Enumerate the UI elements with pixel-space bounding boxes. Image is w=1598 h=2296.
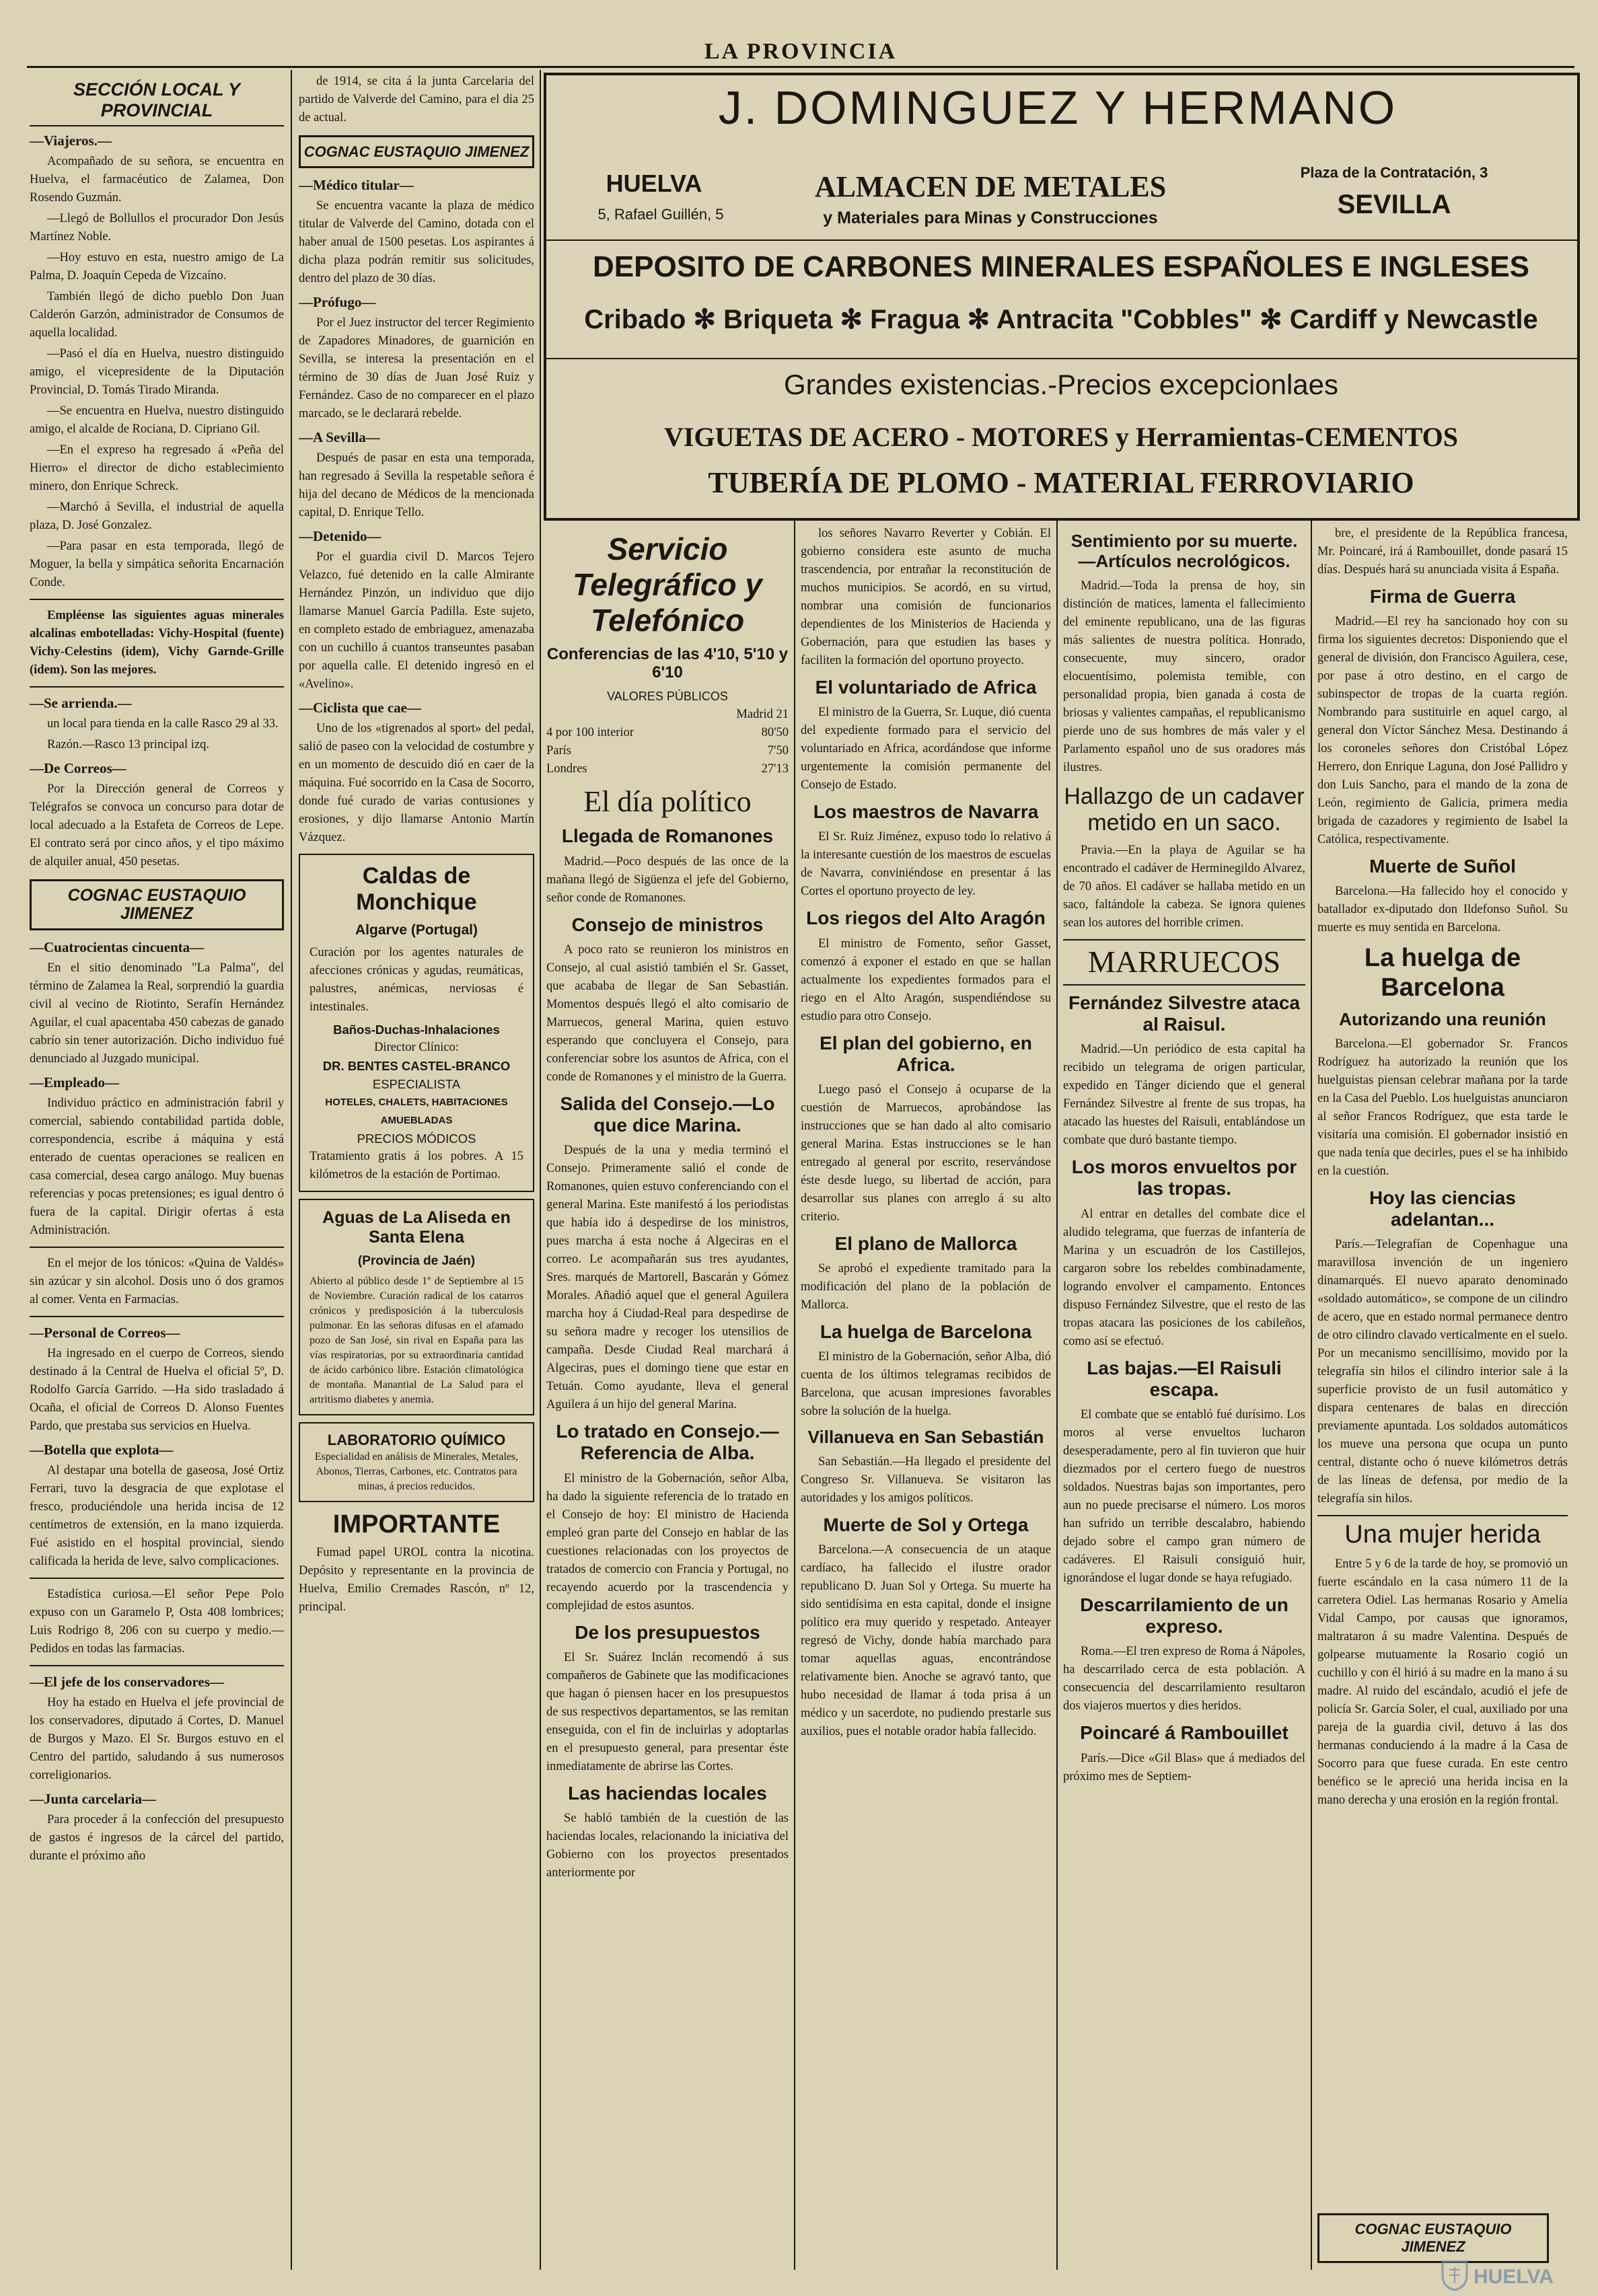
paragraph: Barcelona.—El gobernador Sr. Francos Rodríguez ha autorizado la reunión que los huelguistas piensan celebrar mañana por la tarde en la Casa del Pueblo. Los huelguistas anunciaron al señor Francos Rodríguez, que esta tarde le visitaría una comisión. El gobernador insistió en que nada tenía que decirles, pues el se ha inhibido en la cuestión. — [1317, 1037, 1568, 1178]
divider — [30, 1316, 284, 1317]
paragraph: Fumad papel UROL contra la nicotina. Depósito y representante en la provincia de Huelva, Emilio Cremades Rascón, nº 12, principal. — [299, 1545, 534, 1614]
value-label: 4 por 100 interior — [546, 725, 634, 739]
paragraph: Después de la una y media terminó el Consejo. Primeramente salió el conde de Romanones, quien estuvo conferenciando con el general Marina. Este manifestó á los periodistas que había ido á despedirse de los ministros, pues marcha á esta noche á Algeciras en el correo. Le acompañarán sus tres ayudantes, Sres. marqués de Martorell, Bascarán y Gómez Morales. Añadió aquel que el general Aguilera marcha hoy á Ciudad-Real para despedirse de su señora madre y recoger los utensilios de campaña. Desde Ciudad Real marchará á Algeciras, pues el domingo tiene que estar en Tetuán. Como ayudante, lleva el general Aguilera á un hijo del general Marina. — [546, 1144, 789, 1412]
sunol-title: Muerte de Suñol — [1369, 856, 1516, 877]
madrid-date: Madrid 21 — [736, 707, 789, 721]
ciencias-title: Hoy las ciencias adelantan... — [1369, 1187, 1516, 1230]
value-label: Londres — [546, 762, 587, 776]
paragraph: Acompañado de su señora, se encuentra en Huelva, el farmacéutico de Zalamea, Don Rosendo Guzmán. — [30, 155, 284, 205]
laboratorio-text: Especialidad en análisis de Minerales, Metales, Abonos, Tierras, Carbones, etc. Contratos para minas, á precios reducidos. — [314, 1450, 519, 1492]
cognac-ad-bottom: COGNAC EUSTAQUIO JIMENEZ — [1317, 2213, 1549, 2263]
paragraph: Barcelona.—Ha fallecido hoy el conocido y batallador ex-diputado don Ildefonso Suñol. Su muerte es muy sentida en Barcelona. — [1317, 885, 1568, 935]
value-amount: 80'50 — [761, 725, 789, 739]
muerte-title: Muerte de Sol y Ortega — [823, 1514, 1029, 1536]
value-row — [546, 760, 789, 778]
paragraph: También llegó de dicho pueblo Don Juan Calderón Garzón, administrador de Consumos de aquella localidad. — [30, 290, 284, 340]
cognac-ad: COGNAC EUSTAQUIO JIMENEZ — [30, 879, 284, 930]
value-row — [546, 742, 789, 760]
personal-title: —Personal de Correos— — [30, 1325, 180, 1341]
llegada-title: Llegada de Romanones — [561, 825, 774, 847]
presupuestos-title: De los presupuestos — [575, 1621, 760, 1643]
caldas-hoteles: HOTELES, CHALETS, HABITACIONES AMUEBLADAS — [325, 1097, 508, 1127]
ad-item: Fragua — [870, 305, 960, 334]
column-rule — [1056, 518, 1058, 2270]
bajas-title: Las bajas.—El Raisuli escapa. — [1087, 1357, 1282, 1400]
value-label: París — [546, 743, 571, 757]
ad-divider — [546, 239, 1577, 241]
botella-title: —Botella que explota— — [30, 1442, 174, 1458]
column-three — [546, 525, 789, 2270]
bullet-icon: ✻ — [840, 305, 871, 334]
paragraph: Se habló también de la cuestión de las haciendas locales, relacionando la iniciativa del Gobierno con los proyectos presentados anteriormente por — [546, 1811, 789, 1880]
huelga-title: La huelga de Barcelona — [820, 1321, 1032, 1343]
aguas-ad: Empléense las siguientes aguas minerales alcalinas embotelladas: Vichy-Hospital (fuente) Vichy-Celestins (idem), Vichy Garnde-Grille (idem). Son las mejores. — [30, 609, 284, 677]
paragraph: —Se encuentra en Huelva, nuestro distinguido amigo, el alcalde de Rociana, D. Cipriano Gil. — [30, 404, 284, 437]
reunion-title: Autorizando una reunión — [1339, 1008, 1546, 1029]
paragraph: Roma.—El tren expreso de Roma á Nápoles, ha descarrilado cerca de esta población. A consecuencia del descarrilamiento resultaron dos viajeros muertos y dies heridos. — [1063, 1645, 1305, 1713]
caldas-title: Caldas de Monchique — [356, 863, 477, 916]
ad-items — [553, 304, 1569, 335]
plano-title: El plano de Mallorca — [834, 1232, 1017, 1254]
seal-icon — [1440, 2258, 1469, 2291]
column-two — [299, 73, 534, 2269]
ad-viguetas: VIGUETAS DE ACERO - MOTORES y Herramientas-CEMENTOS — [663, 422, 1459, 452]
plan-title: El plan del gobierno, en Africa. — [820, 1032, 1032, 1075]
masthead-title: LA PROVINCIA — [704, 39, 898, 64]
caldas-banos: Baños-Duchas-Inhalaciones — [333, 1023, 500, 1037]
bullet-icon: ✻ — [967, 305, 996, 334]
ad-item: Cribado — [584, 305, 686, 334]
ad-materiales: y Materiales para Minas y Construcciones — [823, 209, 1158, 227]
sentimiento-title: Sentimiento por su muerte.—Artículos necrológicos. — [1070, 531, 1298, 571]
section-title: SECCIÓN LOCAL Y PROVINCIAL — [30, 79, 284, 126]
ad-item: Briqueta — [723, 305, 833, 334]
divider — [30, 599, 284, 600]
paragraph: Madrid.—Poco después de las once de la mañana llegó de Sigüenza el jefe del Gobierno, señor conde de Romanones. — [546, 854, 789, 905]
watermark-text: HUELVA — [1474, 2266, 1554, 2288]
caldas-precios: PRECIOS MÓDICOS — [357, 1132, 476, 1146]
value-amount: 27'13 — [761, 762, 789, 776]
paragraph: —Llegó de Bollullos el procurador Don Jesús Martínez Noble. — [30, 212, 284, 244]
paragraph: un local para tienda en la calle Rasco 29 al 33. — [47, 717, 279, 731]
ad-item: Cardiff y Newcastle — [1289, 305, 1538, 334]
importante-title: IMPORTANTE — [332, 1510, 501, 1539]
dominguez-ad — [544, 73, 1580, 521]
paragraph: —Marchó á Sevilla, el industrial de aquella plaza, D. José Gonzalez. — [30, 501, 284, 533]
paragraph: El ministro de Fomento, señor Gasset, comenzó á exponer el estado en que se hallan actualmente los expedientes formados para el riego en el Alto Aragón, suspendiéndose su estudio para otro Consejo. — [801, 936, 1051, 1023]
paragraph: Madrid.—El rey ha sancionado hoy con su firma los siguientes decretos: Disponiendo que el general de división, don Francisco Aguilera, cese, por pase á otro destino, en el cargo de subinspector de tropas de la cuarta región. Nombrando para sustituirle en aquel cargo, al general don Víctor Sánchez Mesa. Destinando á los coroneles señores don Cristóbal López Herrero, don Enrique Laguna, don José Pallidro y don Luis Sancho, para el mando de la zona de León, regimiento de Galicia, primera media brigada de cazadores y regimiento de Isabel la Católica, respectivamente. — [1317, 615, 1568, 847]
ciclista-title: —Ciclista que cae— — [299, 700, 421, 716]
column-local — [30, 73, 284, 2269]
masthead — [27, 39, 1574, 68]
herida-title: Una mujer herida — [1317, 1515, 1568, 1550]
caldas-text: Curación por los agentes naturales de afecciones crónicas y agudas, reumáticas, palustres, anémicas, nerviosas é intestinales. — [310, 946, 523, 1014]
ad-grandes: Grandes existencias.-Precios excepcionlaes — [783, 369, 1339, 400]
paragraph: En el mejor de los tónicos: «Quina de Valdés» sin azúcar y sin alcohol. Dosis uno ó dos gramos al comer. Venta en Farmacias. — [30, 1257, 284, 1307]
maestros-title: Los maestros de Navarra — [813, 801, 1039, 823]
cognac-ad: COGNAC EUSTAQUIO JIMENEZ — [299, 135, 534, 168]
column-five — [1063, 525, 1305, 2270]
column-rule — [540, 70, 541, 2270]
profugo-title: —Prófugo— — [299, 294, 376, 310]
paragraph: Al destapar una botella de gaseosa, José Ortiz Ferrari, tuvo la desgracia de que explotase el fresco, produciéndole una herida incisa de 12 centímetros de extensión, en la mano izquierda. Fué asistido en el hospital provincial, siendo calificada la herida de leve, salvo complicaciones. — [30, 1464, 284, 1569]
paragraph: París.—Dice «Gil Blas» que á mediados del próximo mes de Septiem- — [1063, 1751, 1305, 1783]
paragraph: Por el guardia civil D. Marcos Tejero Velazco, fué detenido en la calle Almirante Hernández Pinzón, un individuo que dijo llamarse Manuel García Padilla. Este sujeto, en completo estado de embriaguez, amenazaba con un cuchillo á cuantos transeuntes pasaban por aquella calle. El detenido ingresó en el «Avelino». — [299, 550, 534, 691]
detenido-title: —Detenido— — [299, 528, 382, 544]
laboratorio-title: LABORATORIO QUÍMICO — [327, 1431, 506, 1448]
paragraph: Hoy ha estado en Huelva el jefe provincial de los conservadores, diputado á Cortes, D. Manuel de Burgos y Mazo. El Sr. Burgos estuvo en el Centro del partido, saludando á sus numerosos correligionarios. — [30, 1696, 284, 1783]
descarrilamiento-title: Descarrilamiento de un expreso. — [1080, 1594, 1288, 1637]
paragraph: Por la Dirección general de Correos y Telégrafos se convoca un concurso para dotar de local adecuado a la Estafeta de Correos de Lepe. El contrato será por cinco años, y el tipo máximo de alquiler anual, 450 pesetas. — [30, 782, 284, 869]
aguas-subtitle: (Provincia de Jaén) — [357, 1253, 476, 1268]
caldas-doctor: DR. BENTES CASTEL-BRANCO — [322, 1059, 511, 1074]
divider — [30, 1578, 284, 1579]
valores-title: VALORES PÚBLICOS — [607, 689, 728, 703]
paragraph: Por el Juez instructor del tercer Regimiento de Zapadores Minadores, de guarnición en Sevilla, se interesa la presentación en el término de 30 días de Juan José Ruiz y Fernández. Caso de no comparecer en el plazo marcado, se le declarará rebelde. — [299, 316, 534, 420]
paragraph: En el sitio denominado "La Palma", del término de Zalamea la Real, sorprendió la guardia civil al vecino de Riotinto, Serafín Hernández Aguilar, el cual apacentaba 450 cabezas de ganado cabrío sin tener autorización. Dicho individuo fué denunciado al Juzgado municipal. — [30, 961, 284, 1066]
paragraph: Al entrar en detalles del combate dice el aludido telegrama, que fuerzas de infantería de Marina y un escuadrón de los Castillejos, cargaron sobre los rebeldes combinadamente, logrando envolver el campamento. Entonces dispuso Fernández Silvestre, que el resto de las tropas atacara las posiciones de los cabileños, como así se efectuó. — [1063, 1207, 1305, 1348]
paragraph: Se encuentra vacante la plaza de médico titular de Valverde del Camino, dotada con el haber anual de 1500 pesetas. Los aspirantes á dicha plaza podrán remitir sus solicitudes, dentro del plazo de 30 días. — [299, 199, 534, 285]
salida-title: Salida del Consejo.—Lo que dice Marina. — [560, 1093, 775, 1136]
ad-almacen: ALMACEN DE METALES — [814, 170, 1167, 203]
ad-tuberia: TUBERÍA DE PLOMO - MATERIAL FERROVIARIO — [708, 466, 1414, 499]
paragraph: de 1914, se cita á la junta Carcelaria del partido de Valverde del Camino, para el día 25 de actual. — [299, 75, 534, 124]
paragraph: Individuo práctico en administración fabril y comercial, sabiendo contabilidad partida doble, correspondencia, escribe á máquina y está enterado de cuentas operaciones se realicen en casa comercial, desea cargo análogo. Muy buenas referencias y pocas pretensiones; es igual dentro ó fuera de la capital. Dirigir ofertas á esta Administración. — [30, 1097, 284, 1238]
paragraph: El Sr. Suárez Inclán recomendó á sus compañeros de Gabinete que las modificaciones que hagan ó piensen hacer en los presupuestos de sus respectivos departamentos, se las remitan enseguida, con el fin de incluirlas y adoptarlas en el presupuesto general, para presentar éste inmediatamente de abrirse las Cortes. — [546, 1650, 789, 1773]
ad-divider — [546, 358, 1577, 359]
arrienda-title: —Se arrienda.— — [30, 695, 132, 712]
dia-politico-title: El día político — [583, 784, 752, 818]
divider — [30, 1665, 284, 1666]
medico-title: —Médico titular— — [299, 177, 414, 193]
consejo-title: Consejo de ministros — [571, 914, 764, 935]
aguas-aliseda-ad — [299, 1199, 534, 1415]
ad-company-name: J. DOMINGUEZ Y HERMANO — [718, 81, 1397, 134]
paragraph: —Para pasar en esta temporada, llegó de Moguer, la bella y simpática señorita Encarnación Conde. — [30, 540, 284, 590]
paragraph: El Sr. Ruiz Jiménez, expuso todo lo relativo á la interesante cuestión de los maestros de escuelas de Navarra, conviniéndose en presentar á las Cortes el oportuno proyecto de ley. — [801, 830, 1051, 899]
caldas-especialista: ESPECIALISTA — [372, 1077, 461, 1092]
column-four — [801, 525, 1051, 2270]
fernandez-title: Fernández Silvestre ataca al Raisul. — [1068, 992, 1300, 1035]
caldas-tratamiento: Tratamiento gratis á los pobres. A 15 kilómetros de la estación de Portimao. — [310, 1150, 523, 1182]
riegos-title: Los riegos del Alto Aragón — [806, 908, 1046, 929]
cuatrocientas-title: —Cuatrocientas cincuenta— — [30, 939, 205, 956]
paragraph: El ministro de la Guerra, Sr. Luque, dió cuenta del expediente formado para el servicio del voluntariado en Africa, acordándose que informe urgentemente la comisión permanente del Consejo de Estado. — [801, 706, 1051, 792]
paragraph: Estadística curiosa.—El señor Pepe Polo expuso con un Garamelo P, Osta 408 lombrices; Luis Rodrigo 8, 206 con su cuerpo y medio.—Pedidos en todas las farmacias. — [30, 1588, 284, 1656]
paragraph: A poco rato se reunieron los ministros en Consejo, al cual asistió también el Sr. Gasset, que acababa de llegar de San Sebastián. Momentos después llegó el alto comisario de Marruecos, general Marina, quien estuvo esperando que concluyera el Consejo, para conferenciar sobre los asuntos de Africa, con el conde de Romanones y el ministro de la Guerra. — [546, 942, 789, 1084]
junta-title: —Junta carcelaria— — [30, 1791, 156, 1808]
paragraph: El ministro de la Gobernación, señor Alba, ha dado la siguiente referencia de lo tratado en el Consejo de hoy: El ministro de Hacienda empleó gran parte del Consejo en hablar de las cuestiones relacionadas con los proyectos de tratados de comercio con Francia y Portugal, no recayendo acuerdo por la trascendencia y complejidad de estos asuntos. — [546, 1471, 789, 1613]
paragraph: Para proceder á la confección del presupuesto de gastos é ingresos de la cárcel del partido, durante el próximo año — [30, 1813, 284, 1863]
paragraph: Entre 5 y 6 de la tarde de hoy, se promovió un fuerte escándalo en la casa número 11 de la carretera Odiel. Las hermanas Rosario y Amelia Vidal Campo, por causas que ignoramos, maltrataron á su madre Valentina. Después de golpearse mutuamente la Rosario cogió un cuchillo y con él hirió á su madre en la mano á su madre. Al ruido del escándalo, acudió el jefe de policía Sr. García Soler, el cual, auxiliado por una pareja de la guardia civil, detuvo á las dos hermanas conduciendo á la madre á la Casa de Socorro para que fuese curada. En este centro benéfico se le apreció una herida incisa en la mano derecha y una erosión en la región frontal. — [1317, 1557, 1568, 1807]
paragraph: Uno de los «tigrenados al sport» del pedal, salió de paseo con la velocidad de costumbre y en un momento de descuido dió en caer de la máquina. Fué socorrido en la Casa de Socorro, donde fué curado de varias contusiones y erosiones, y dijo llamarse Antonio Martín Vázquez. — [299, 722, 534, 844]
column-six — [1317, 525, 1568, 2270]
aguas-text: Abierto al público desde 1º de Septiembre al 15 de Noviembre. Curación radical de los catarros crónicos y predisposición á la tuberculosis pulmonar. En las señoras difusas en el afamado pozo de San José, sin rival en España para las vías respiratorias, por su extraordinaria cantidad de ácido carbónico libre. Estación climatológica de montaña. Manantial de La Salud para el artritismo diabetes y anemia. — [310, 1275, 523, 1405]
value-row — [546, 724, 789, 742]
ad-huelva-address: 5, Rafael Guillén, 5 — [597, 206, 724, 223]
column-rule — [1311, 518, 1312, 2270]
empleado-title: —Empleado— — [30, 1074, 120, 1091]
column-rule — [794, 518, 795, 2270]
jefe-title: —El jefe de los conservadores— — [30, 1674, 224, 1691]
paragraph: Madrid.—Un periódico de esta capital ha recibido un telegrama de origen particular, expedido en Tánger diciendo que el general Fernández Silvestre al frente de sus tropas, ha atacado las huestes del Raisuli, entablándose un combate que duró bastante tiempo. — [1063, 1043, 1305, 1148]
voluntariado-title: El voluntariado de Africa — [815, 677, 1037, 698]
paragraph: París.—Telegrafían de Copenhague una maravillosa invención de un ingeniero dinamarqués. El nuevo aparato denominado «soldado automático», se compone de un cilindro de acero, que en estado normal permanece dentro de otro cilindro clavado verticalmente en el suelo. Por un mecanismo sencillísimo, movido por la telegrafía sin hilos el cilindro interior sale á la superficie provisto de un fusil automático y dispara centenares de balas en dirección previamente apuntada. Los soldados automáticos los mueve una persona que ocupa un punto central, distante ocho ó nueve kilómetros detrás de las líneas de defensa, por medio de la telegrafía sin hilos. — [1317, 1238, 1568, 1506]
paragraph: Barcelona.—A consecuencia de un ataque cardíaco, ha fallecido el ilustre orador republicano D. Juan Sol y Ortega. Su muerte ha sido sentidísima en esta capital, donde el insigne político era muy querido y respetado. Anteayer regresó de Vichy, donde había marchado para tomar aquellas aguas, encontrándose relativamente bien. Anoche se agravó tanto, que hubo necesidad de llamar á toda prisa á un médico y un sacerdote, no pudiendo prestarle sus auxilios, pues el notable orador había fallecido. — [801, 1543, 1051, 1739]
paragraph: Madrid.—Toda la prensa de hoy, sin distinción de matices, lamenta el fallecimiento del eminente republicano, una de las figuras más salientes de nuestra política. Honrado, consecuente, muy sincero, orador elocuentísimo, polemista temible, con personalidad propia, bien ganada á costa de briosas y valientes campañas, el republicanismo pierde uno de sus hombres de más valer y el Parlamento español uno de sus oradores más ilustres. — [1063, 579, 1305, 774]
correos-title: —De Correos— — [30, 760, 126, 777]
value-amount: 7'50 — [767, 743, 789, 757]
ad-sevilla-address: Plaza de la Contratación, 3 — [1300, 164, 1488, 181]
divider — [30, 1247, 284, 1248]
servicio-title: Servicio Telegráfico y Telefónico — [572, 531, 763, 638]
moros-title: Los moros envueltos por las tropas. — [1071, 1156, 1297, 1199]
hallazgo-title: Hallazgo de un cadaver metido en un saco. — [1064, 783, 1305, 836]
column-rule — [291, 70, 292, 2270]
ad-item: Antracita "Cobbles" — [996, 305, 1252, 334]
ad-sevilla: SEVILLA — [1337, 190, 1451, 219]
aguas-title: Aguas de La Aliseda en Santa Elena — [322, 1208, 511, 1247]
marruecos-title: MARRUECOS — [1063, 939, 1305, 986]
caldas-subtitle: Algarve (Portugal) — [355, 922, 478, 938]
paragraph: Razón.—Rasco 13 principal izq. — [47, 738, 209, 752]
paragraph: San Sebastián.—Ha llegado el presidente del Congreso Sr. Villanueva. Se visitaron las autoridades y los amigos políticos. — [801, 1455, 1051, 1506]
tratado-title: Lo tratado en Consejo.—Referencia de Alba. — [556, 1421, 779, 1464]
paragraph: —Hoy estuvo en esta, nuestro amigo de La Palma, D. Joaquín Cepeda de Vizcaíno. — [30, 251, 284, 283]
conferencias: Conferencias de las 4'10, 5'10 y 6'10 — [546, 644, 789, 682]
sevilla-title: —A Sevilla— — [299, 429, 380, 445]
paragraph: Se aprobó el expediente tramitado para la modificación del plano de la población de Mallorca. — [801, 1262, 1051, 1312]
caldas-director: Director Clínico: — [374, 1041, 459, 1055]
paragraph: Ha ingresado en el cuerpo de Correos, siendo destinado á la Central de Huelva el oficial 5º, D. Rodolfo García Garrido. —Ha sido trasladado á Ocaña, el oficial de Correos D. Alonso Fuentes Pardo, que prestaba sus servicios en Huelva. — [30, 1347, 284, 1434]
ad-deposito: DEPOSITO DE CARBONES MINERALES ESPAÑOLES E INGLESES — [593, 250, 1529, 283]
firma-title: Firma de Guerra — [1369, 586, 1516, 607]
paragraph: Luego pasó el Consejo á ocuparse de la cuestión de Marruecos, aprobándose las instrucciones que se han dado al alto comisario general Marina. Estas instrucciones se le han entregado al general por escrito, reservándose éste desde luego, su libertad de acción, para desarrollar sus planes con arreglo á su alto criterio. — [801, 1082, 1051, 1224]
laboratorio-ad — [299, 1422, 534, 1502]
bullet-icon: ✻ — [1260, 305, 1290, 334]
paragraph: bre, el presidente de la República francesa, Mr. Poincaré, irá á Rambouillet, donde pasará 15 días. Después hará su anunciada visita á España. — [1317, 527, 1568, 577]
divider — [30, 686, 284, 688]
poincare-title: Poincaré á Rambouillet — [1080, 1722, 1288, 1744]
caldas-ad — [299, 854, 534, 1192]
ad-huelva: HUELVA — [606, 170, 702, 197]
paragraph: El ministro de la Gobernación, señor Alba, dió cuenta de los últimos telegramas recibidos de Barcelona, que acusan impresiones favorables sobre la solución de la huelga. — [801, 1350, 1051, 1419]
paragraph: Después de pasar en esta una temporada, han regresado á Sevilla la respetable señora é hija del decano de Médicos de la mencionada capital, D. Enrique Tello. — [299, 451, 534, 519]
huelga-barcelona-title: La huelga de Barcelona — [1364, 944, 1521, 1002]
paragraph: los señores Navarro Reverter y Cobián. El gobierno considera este asunto de mucha trascendencia, por entrañar la reconstitución de muchos municipios. Se acordó, en su virtud, nombrar una comisión de funcionarios dependientes de los Ministerios de Hacienda y Gobernación, para que estudien las bases y faciliten la formación del oportuno proyecto. — [801, 527, 1051, 667]
villanueva-title: Villanueva en San Sebastián — [807, 1427, 1044, 1448]
paragraph: El combate que se entabló fué durísimo. Los moros al verse envueltos lucharon desesperadamente, pero al fin tuvieron que huir diezmados por el certero fuego de nuestros soldados. Nuestras bajas son importantes, pero aun no puede precisarse el número. Los moros han sufrido un terrible descalabro, habiendo dejado sobre el campo gran número de cadáveres. El Raisuli consiguió huir, ignorándose el lugar donde se haya refugiado. — [1063, 1407, 1305, 1585]
bullet-icon: ✻ — [693, 305, 724, 334]
paragraph: Pravia.—En la playa de Aguilar se ha encontrado el cadáver de Herminegildo Alvarez, de 70 años. El cadáver se hallaba metido en un saco, faltándole la cabeza. Se ignora quienes sean los autores del horrible crimen. — [1063, 843, 1305, 930]
paragraph: —En el expreso ha regresado á «Peña del Hierro» el director de dicho establecimiento minero, don Enrique Schreck. — [30, 443, 284, 494]
paragraph: —Pasó el día en Huelva, nuestro distinguido amigo, el vicepresidente de la Diputación Provincial, D. Tomás Tirado Miranda. — [30, 347, 284, 398]
haciendas-title: Las haciendas locales — [568, 1782, 767, 1804]
viajeros-title: —Viajeros.— — [30, 133, 112, 149]
